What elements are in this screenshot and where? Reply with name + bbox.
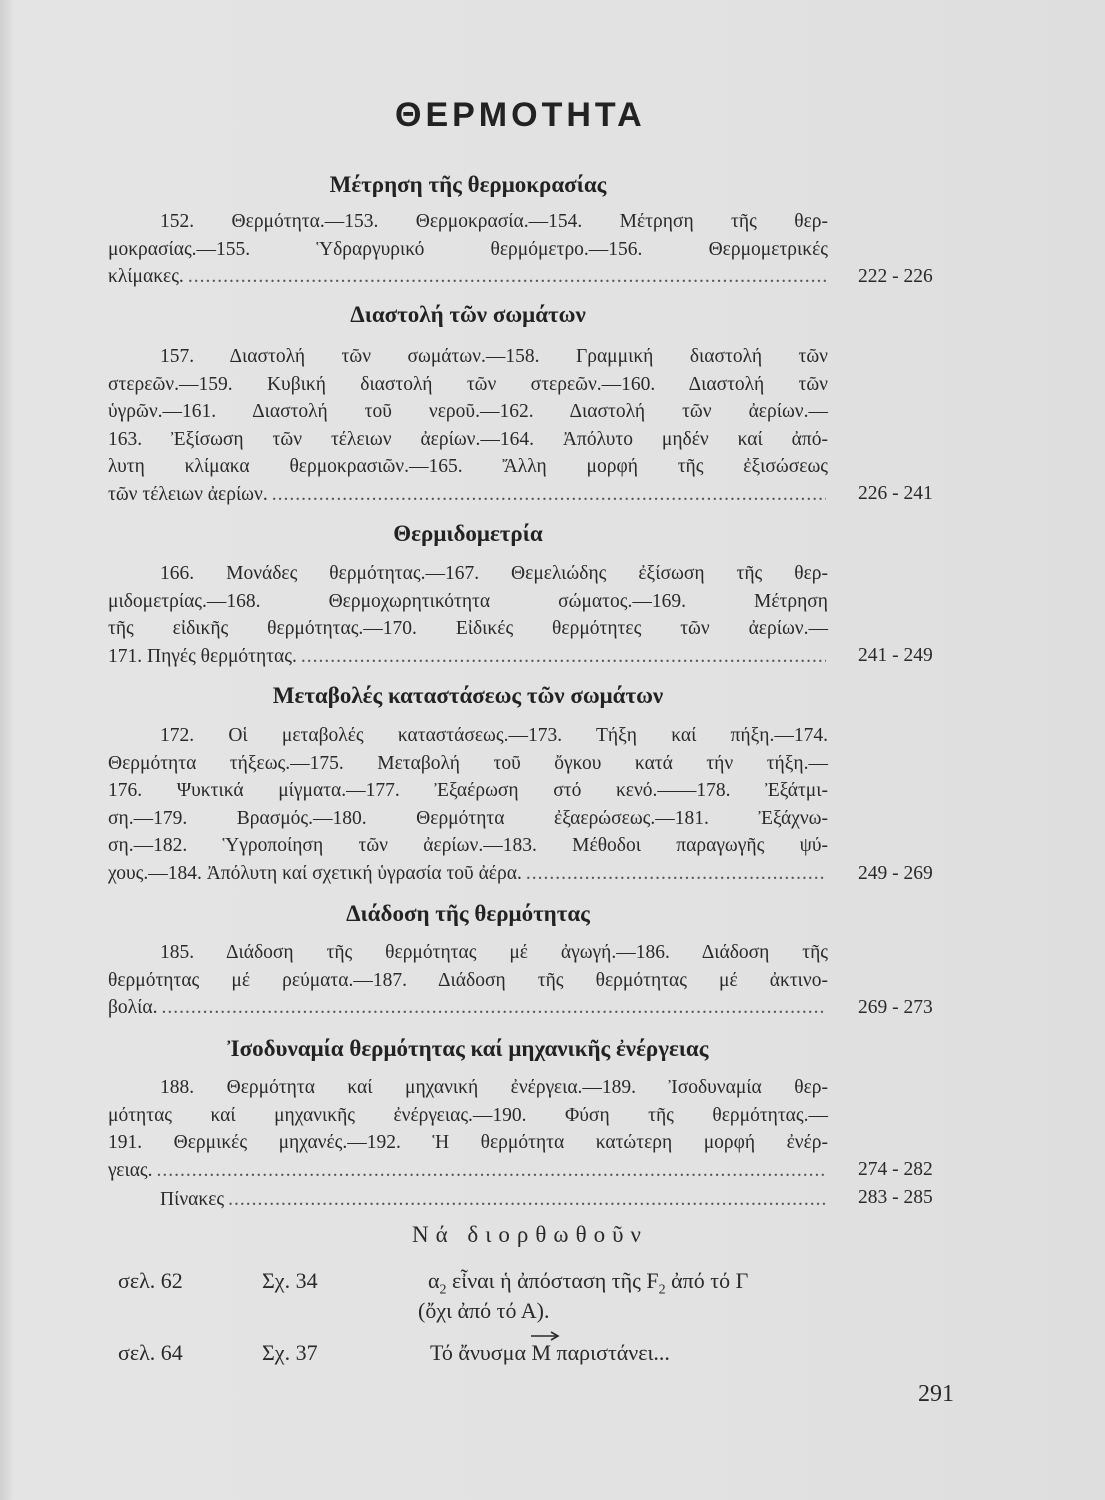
text-line [108, 1157, 828, 1185]
correction-text [428, 1268, 748, 1298]
alpha-symbol: α [428, 1268, 440, 1293]
dot-leader [272, 481, 826, 509]
dot-leader [161, 994, 826, 1022]
line-text: 171. Πηγές θερμότητας. [108, 645, 297, 667]
vector-arrow-icon [529, 1330, 561, 1342]
text-line: ὑγρῶν.—161. Διαστολή τοῦ νεροῦ.—162. Διαστολή τῶν ἀερίων.— [108, 401, 828, 422]
text-line [108, 994, 828, 1022]
section-heading: Διάδοση τῆς θερμότητας [346, 901, 590, 926]
text-line: θερμότητας μέ ρεύματα.—187. Διάδοση τῆς θερμότητας μέ ἀκτινο- [108, 969, 828, 991]
text-line: μοκρασίας.—155. Ὑδραργυρικό θερμόμετρο.—156. Θερμομετρικές [108, 238, 828, 260]
text-span: Τό ἄνυσμα [430, 1340, 532, 1365]
correction-page: σελ. 64 [118, 1340, 183, 1365]
page-range: 226 - 241 [858, 483, 933, 504]
dot-leader [157, 1157, 826, 1185]
section-paragraph [108, 1074, 828, 1184]
chapter-title: ΘΕΡΜΟΤΗΤΑ [395, 96, 646, 134]
text-line [108, 860, 828, 888]
text-line: λυτη κλίμακα θερμοκρασιῶν.—165. Ἄλλη μορφή τῆς ἐξισώσεως [108, 456, 828, 477]
subscript: 2 [439, 1282, 447, 1298]
text-line: 188. Θερμότητα καί μηχανική ἐνέργεια.—189. Ἰσοδυναμία θερ- [160, 1077, 828, 1098]
correction-figure: Σχ. 37 [262, 1340, 318, 1365]
section-paragraph [108, 722, 828, 887]
text-line: 163. Ἐξίσωση τῶν τέλειων ἀερίων.—164. Ἀπόλυτο μηδέν καί ἀπό- [108, 428, 828, 450]
text-span: εἶναι ἡ ἀπόσταση τῆς F [446, 1268, 659, 1293]
section-paragraph [108, 343, 828, 508]
section-heading: Θερμιδομετρία [393, 521, 543, 546]
line-text: τῶν τέλειων ἀερίων. [108, 483, 268, 505]
page-range: 249 - 269 [858, 863, 933, 884]
text-line: 176. Ψυκτικά μίγματα.—177. Ἐξαέρωση στό κενό.——178. Ἐξάτμι- [108, 780, 828, 801]
corrections-heading: Νά διορθωθοῦν [412, 1222, 648, 1247]
text-line: στερεῶν.—159. Κυβική διαστολή τῶν στερεῶν.—160. Διαστολή τῶν [108, 373, 828, 395]
correction-figure: Σχ. 34 [262, 1268, 318, 1293]
section-paragraph [108, 208, 828, 291]
line-text: χους.—184. Ἀπόλυτη καί σχετική ὑγρασία τοῦ ἀέρα. [108, 862, 522, 884]
vector-letter: M [531, 1340, 552, 1365]
text-line [160, 1186, 828, 1214]
section-heading: Ἰσοδυναμία θερμότητας καί μηχανικῆς ἐνέργειας [227, 1036, 709, 1061]
section-paragraph [108, 939, 828, 1022]
line-text: γειας. [108, 1159, 153, 1181]
page-range: 241 - 249 [858, 645, 933, 666]
line-text: βολία. [108, 997, 158, 1018]
text-line [108, 481, 828, 509]
text-line: 191. Θερμικές μηχανές.—192. Ἡ θερμότητα κατώτερη μορφή ἐνέρ- [108, 1132, 828, 1153]
text-line: ση.—182. Ὑγροποίηση τῶν ἀερίων.—183. Μέθοδοι παραγωγῆς ψύ- [108, 835, 828, 856]
text-span: παριστάνει... [551, 1340, 670, 1365]
dot-leader [301, 643, 826, 671]
text-line: 157. Διαστολή τῶν σωμάτων.—158. Γραμμική διαστολή τῶν [160, 346, 828, 367]
dot-leader [188, 263, 826, 291]
page-number: 291 [918, 1381, 954, 1407]
correction-page: σελ. 62 [118, 1268, 183, 1293]
page-range: 274 - 282 [858, 1159, 933, 1180]
text-line [108, 643, 828, 671]
correction-text [430, 1340, 670, 1366]
section-heading: Διαστολή τῶν σωμάτων [350, 302, 586, 327]
text-line: μιδομετρίας.—168. Θερμοχωρητικότητα σώματος.—169. Μέτρηση [108, 590, 828, 612]
subscript: 2 [658, 1282, 666, 1298]
section-heading: Μέτρηση τῆς θερμοκρασίας [329, 172, 607, 197]
text-line: τῆς εἰδικῆς θερμότητας.—170. Εἰδικές θερμότητες τῶν ἀερίων.— [108, 618, 828, 639]
text-line: 172. Οἱ μεταβολές καταστάσεως.—173. Τήξη καί πήξη.—174. [160, 725, 828, 746]
text-line [108, 263, 828, 291]
vector-m [531, 1340, 551, 1366]
dot-leader [228, 1186, 826, 1214]
text-line: μότητας καί μηχανικῆς ἐνέργειας.—190. Φύση τῆς θερμότητας.— [108, 1104, 828, 1126]
text-line: ση.—179. Βρασμός.—180. Θερμότητα ἐξαερώσεως.—181. Ἐξάχνω- [108, 807, 828, 829]
dot-leader [526, 860, 826, 888]
correction-text-line2: (ὄχι ἀπό τό Α). [418, 1298, 550, 1323]
section-paragraph [108, 560, 828, 670]
line-text: κλίμακες. [108, 266, 184, 287]
page-range: 222 - 226 [858, 266, 933, 287]
section-heading: Μεταβολές καταστάσεως τῶν σωμάτων [272, 683, 664, 708]
text-line: 166. Μονάδες θερμότητας.—167. Θεμελιώδης ἐξίσωση τῆς θερ- [160, 563, 828, 584]
tables-entry [160, 1186, 828, 1214]
text-line: 185. Διάδοση τῆς θερμότητας μέ ἀγωγή.—186. Διάδοση τῆς [160, 942, 828, 963]
text-span: ἀπό τό Γ [665, 1268, 749, 1293]
tables-label: Πίνακες [160, 1189, 225, 1210]
text-line: 152. Θερμότητα.—153. Θερμοκρασία.—154. Μέτρηση τῆς θερ- [160, 211, 828, 232]
text-line: Θερμότητα τήξεως.—175. Μεταβολή τοῦ ὄγκου κατά τήν τήξη.— [108, 752, 828, 774]
page-range: 283 - 285 [858, 1187, 933, 1208]
page-range: 269 - 273 [858, 997, 933, 1018]
